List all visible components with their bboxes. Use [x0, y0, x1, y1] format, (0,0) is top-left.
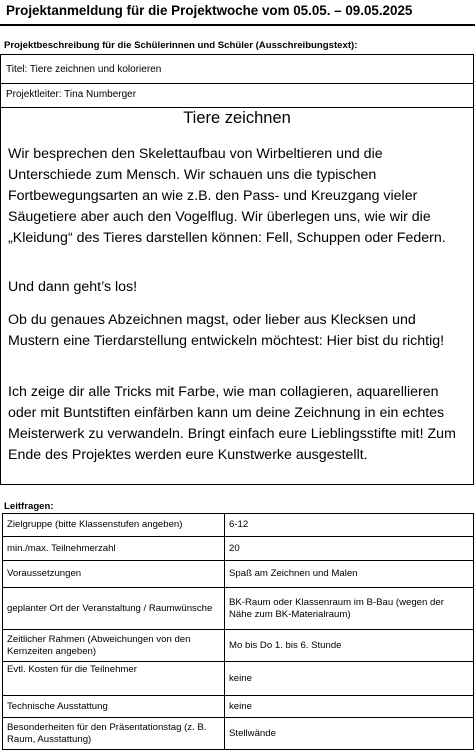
guide-value: BK-Raum oder Klassenraum im B-Bau (wegen der Nähe zum BK-Materialraum) — [225, 588, 474, 630]
table-row — [3, 514, 474, 537]
description-heading: Projektbeschreibung für die Schülerinnen und Schüler (Ausschreibungstext): — [4, 40, 358, 51]
title-row — [1, 55, 473, 84]
guide-value: keine — [225, 662, 474, 696]
guide-label: Zeitlicher Rahmen (Abweichungen von den Kernzeiten angeben) — [3, 630, 225, 662]
title-divider — [0, 24, 475, 26]
page-title: Projektanmeldung für die Projektwoche vom 05.05. – 09.05.2025 — [6, 3, 413, 18]
guide-label: Zielgruppe (bitte Klassenstufen angeben) — [3, 514, 225, 537]
project-heading: Tiere zeichnen — [183, 109, 291, 127]
project-title-line: Titel: Tiere zeichnen und kolorieren — [6, 64, 162, 75]
guide-heading: Leitfragen: — [4, 501, 54, 512]
guide-label: Evtl. Kosten für die Teilnehmer — [3, 662, 225, 696]
description-paragraph: Ich zeige dir alle Tricks mit Farbe, wie man collagieren, aquarellieren oder mit Buntstiften einfärben kann um deine Zeichnung in ein echtes Meisterwerk zu verwandeln. Bringt einfach eure Lieblingsstifte mit! Zum Ende des Projektes werden eure Kunstwerke ausgestellt. — [8, 384, 456, 463]
guide-value: Mo bis Do 1. bis 6. Stunde — [225, 630, 474, 662]
table-row — [3, 537, 474, 561]
leader-row — [1, 83, 473, 108]
guide-value: keine — [225, 696, 474, 718]
description-box — [0, 54, 474, 485]
table-row — [3, 561, 474, 588]
description-paragraph: Ob du genaues Abzeichnen magst, oder lieber aus Klecksen und Mustern eine Tierdarstellung entwickeln möchtest: Hier bist du richtig! — [8, 312, 445, 349]
description-paragraph: Wir besprechen den Skelettaufbau von Wirbeltieren und die Unterschiede zum Mensch. Wir schauen uns die typischen Fortbewegungsarten an wie z.B. den Pass- und Kreuzgang vieler Säugetiere aber auch den Vogelflug. Wir überlegen uns, wie wir die „Kleidung“ des Tieres darstellen können: Fell, Schuppen oder Federn. — [8, 146, 446, 246]
guide-label: Voraussetzungen — [3, 561, 225, 588]
guide-table — [2, 513, 474, 750]
guide-value: 20 — [225, 537, 474, 561]
guide-label: Technische Ausstattung — [3, 696, 225, 718]
guide-value: 6-12 — [225, 514, 474, 537]
table-row — [3, 630, 474, 662]
table-row — [3, 718, 474, 750]
description-paragraph: Und dann geht’s los! — [8, 279, 138, 295]
guide-value: Spaß am Zeichnen und Malen — [225, 561, 474, 588]
guide-value: Stellwände — [225, 718, 474, 750]
guide-label: Besonderheiten für den Präsentationstag (z. B. Raum, Ausstattung) — [3, 718, 225, 750]
project-leader-line: Projektleiter: Tina Numberger — [6, 89, 137, 100]
table-row — [3, 662, 474, 696]
table-row — [3, 696, 474, 718]
guide-label: min./max. Teilnehmerzahl — [3, 537, 225, 561]
guide-label: geplanter Ort der Veranstaltung / Raumwünsche — [3, 588, 225, 630]
table-row — [3, 588, 474, 630]
